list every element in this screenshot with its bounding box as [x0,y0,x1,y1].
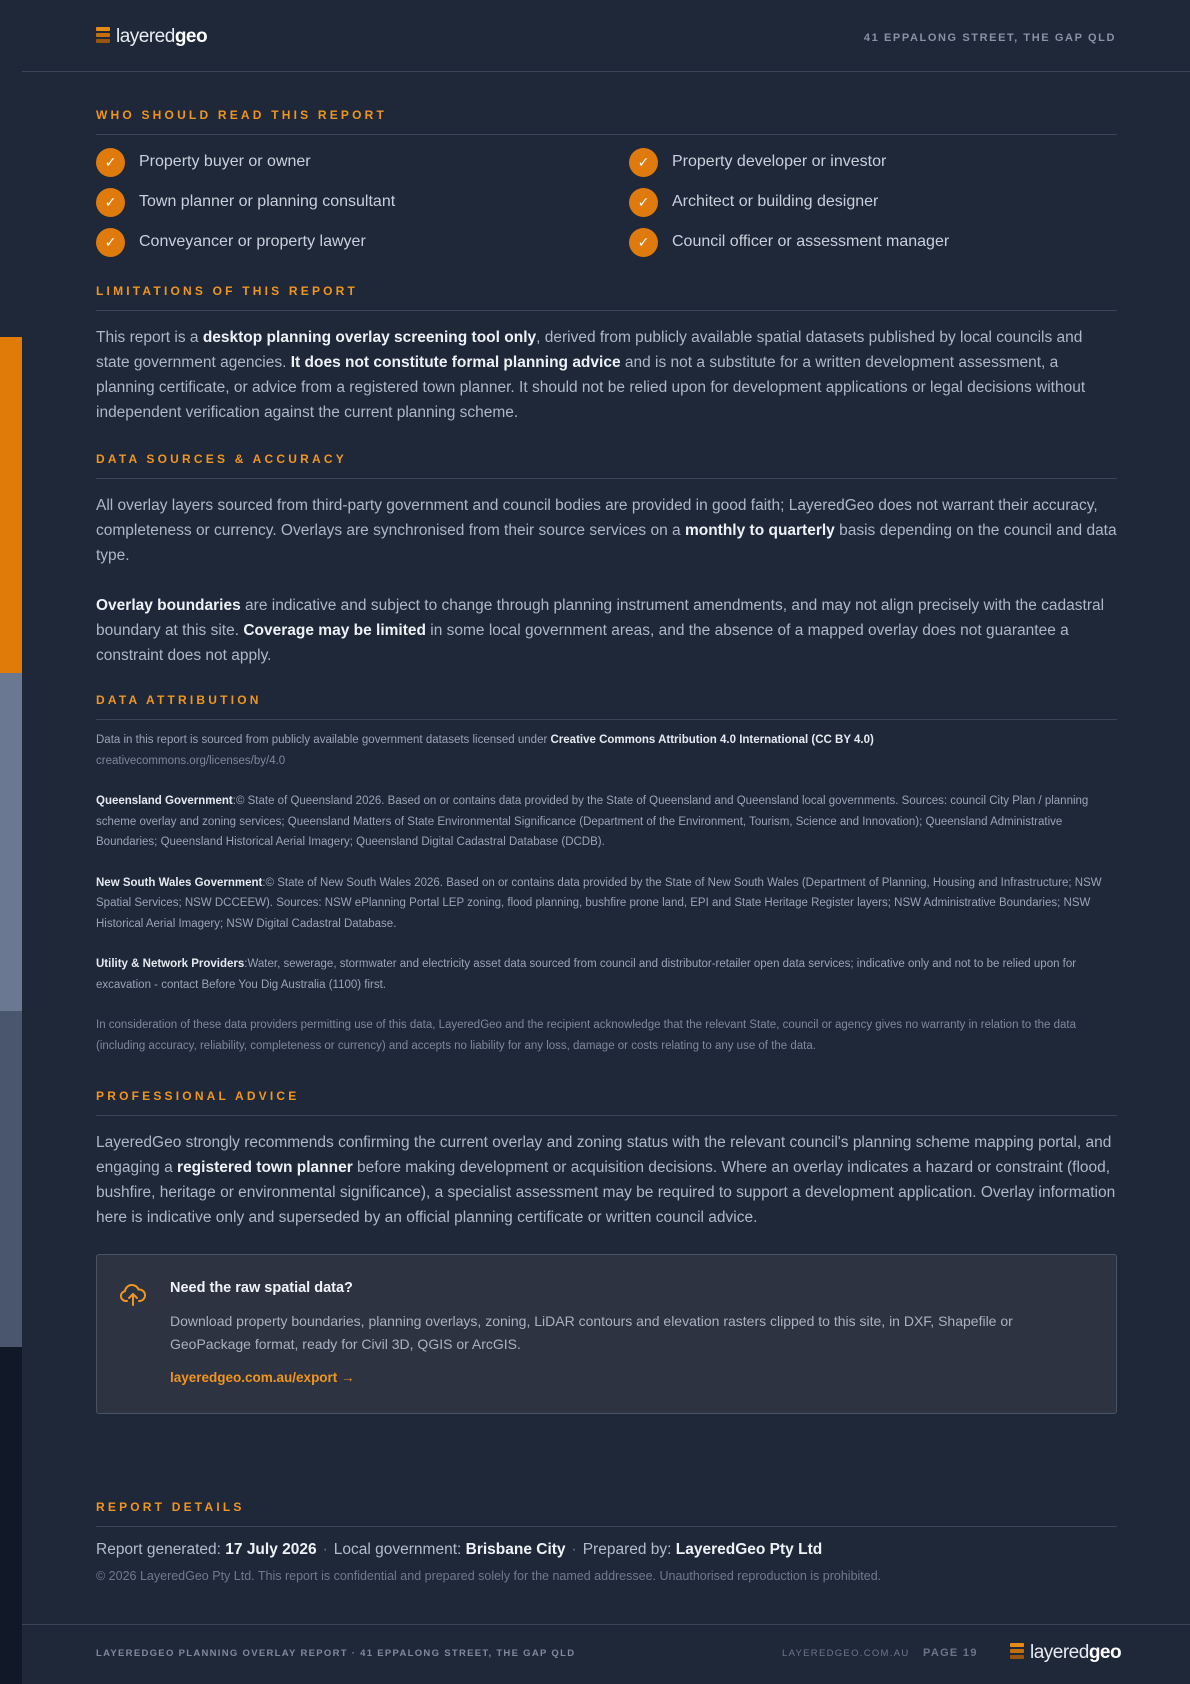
section-title: LIMITATIONS OF THIS REPORT [96,284,1117,311]
data-sources-paragraph: All overlay layers sourced from third-party government and council bodies are provided in good faith; LayeredGeo does not warrant their accuracy, completeness or currency. Overlays are synchronised from their source services on a monthly to quarterly basis depending on the council and data type. [96,497,1117,564]
limitations-paragraph: This report is a desktop planning overlay screening tool only, derived from publicly available spatial datasets published by local councils and state government agencies. It does not constitute formal planning advice and is not a substitute for a written development assessment, a planning certificate, or advice from a registered town planner. It should not be relied upon for development applications or legal decisions without independent verification against the current planning scheme. [96,329,1086,421]
section-title: REPORT DETAILS [96,1500,1117,1527]
attribution-qld: Queensland Government:© State of Queensland 2026. Based on or contains data provided by the State of Queensland and Queensland local governments. Sources: council City Plan / planning scheme overlay and zoning services; Queensland Matters of State Environmental Significance (Department of the Environment, Tourism, Science and Innovation); Queensland Administrative Boundaries; Queensland Historical Aerial Imagery; Queensland Digital Cadastral Database (DCDB). [96,795,1089,848]
side-bar-segment-navy [0,1347,22,1684]
section-title: WHO SHOULD READ THIS REPORT [96,108,1117,135]
audience-label: Conveyancer or property lawyer [139,233,366,250]
checkmark-icon: ✓ [96,228,125,257]
professional-advice-section [96,1089,1117,1230]
audience-label: Property buyer or owner [139,153,311,170]
page-number: PAGE 19 [923,1647,978,1659]
audience-label: Architect or building designer [672,193,879,210]
checkmark-icon: ✓ [629,228,658,257]
list-item [96,147,629,177]
overlay-boundaries-paragraph: Overlay boundaries are indicative and subject to change through planning instrument amendments, and may not align precisely with the cadastral boundary at this site. Coverage may be limited in some local government areas, and the absence of a mapped overlay does not guarantee a constraint does not apply. [96,597,1105,664]
list-item [629,187,1117,217]
export-callout [96,1254,1117,1414]
license-link[interactable]: creativecommons.org/licenses/by/4.0 [96,754,286,767]
attribution-intro: Data in this report is sourced from publicly available government datasets licensed under Creative Commons Attribution 4.0 International (CC BY 4.0) [96,734,874,746]
side-bar-segment [0,0,22,337]
audience-label: Property developer or investor [672,153,887,170]
data-sources-section [96,452,1117,668]
side-bar-segment-orange [0,337,22,673]
export-description: Download property boundaries, planning overlays, zoning, LiDAR contours and elevation rasters clipped to this site, in DXF, Shapefile or GeoPackage format, ready for Civil 3D, QGIS or ArcGIS. [170,1313,1013,1352]
limitations-section [96,284,1117,425]
footer-website[interactable]: LAYEREDGEO.COM.AU [782,1648,910,1659]
checkmark-icon: ✓ [96,188,125,217]
report-date: 17 July 2026 [225,1541,317,1558]
section-title: PROFESSIONAL ADVICE [96,1089,1117,1116]
checkmark-icon: ✓ [96,148,125,177]
audience-label: Town planner or planning consultant [139,193,396,210]
prepared-by: LayeredGeo Pty Ltd [675,1541,823,1558]
section-title: DATA SOURCES & ACCURACY [96,452,1117,479]
list-item [629,147,1117,177]
professional-advice-paragraph: LayeredGeo strongly recommends confirming the current overlay and zoning status with the relevant council's planning scheme mapping portal, and engaging a registered town planner before making development or acquisition decisions. Where an overlay indicates a hazard or constraint (flood, bushfire, heritage or environmental significance), a specialist assessment may be required to support a development application. Overlay information here is indicative only and superseded by an official planning certificate or written council advice. [96,1134,1116,1226]
checkmark-icon: ✓ [629,188,658,217]
header-logo [96,26,207,48]
layers-logo-icon [1010,1643,1024,1663]
page-header [22,0,1190,72]
attribution-nsw: New South Wales Government:© State of New South Wales 2026. Based on or contains data provided by the State of New South Wales (Department of Planning, Housing and Infrastructure; NSW Spatial Services; NSW DCCEEW). Sources: NSW ePlanning Portal LEP zoning, flood planning, bushfire prone land, EPI and State Heritage Register layers; NSW Administrative Boundaries; NSW Historical Aerial Imagery; NSW Digital Cadastral Database. [96,876,1102,930]
logo-text: layeredgeo [1030,1642,1122,1663]
section-title: DATA ATTRIBUTION [96,693,1117,720]
report-details-line: Report generated: 17 July 2026 · Local government: Brisbane City · Prepared by: LayeredGeo Pty Ltd [96,1541,823,1558]
page-footer [22,1624,1190,1684]
local-government: Brisbane City [465,1541,566,1558]
export-title: Need the raw spatial data? [170,1280,353,1296]
copyright-notice: © 2026 LayeredGeo Pty Ltd. This report is confidential and prepared solely for the named addressee. Unauthorised reproduction is prohibited. [96,1569,882,1583]
footer-logo [1010,1642,1121,1664]
side-bar-segment-slate-dark [0,1011,22,1347]
list-item [96,187,629,217]
attribution-utility: Utility & Network Providers:Water, sewerage, stormwater and electricity asset data sourced from council and distributor-retailer open data services; indicative only and not to be relied upon for excavation - contact Before You Dig Australia (1100) first. [96,958,1077,991]
data-attribution-section [96,693,1117,1056]
checkmark-icon: ✓ [629,148,658,177]
side-bar-segment-slate [0,673,22,1011]
audience-list [96,147,1117,257]
header-address: 41 EPPALONG STREET, THE GAP QLD [863,32,1116,44]
report-details-section [96,1500,1117,1583]
layers-logo-icon [96,27,110,47]
attribution-disclaimer: In consideration of these data providers permitting use of this data, LayeredGeo and the recipient acknowledge that the relevant State, council or agency gives no warranty in relation to the data (including accuracy, reliability, completeness or currency) and accepts no liability for any loss, damage or costs relating to any use of the data. [96,1019,1077,1052]
cloud-upload-icon [119,1281,147,1309]
logo-text: layeredgeo [116,26,208,47]
export-link[interactable]: layeredgeo.com.au/export → [170,1370,355,1385]
who-should-read-section [96,108,1117,257]
footer-report-title: LAYEREDGEO PLANNING OVERLAY REPORT · 41 EPPALONG STREET, THE GAP QLD [96,1648,576,1659]
list-item [629,227,1117,257]
list-item [96,227,629,257]
audience-label: Council officer or assessment manager [672,233,950,250]
